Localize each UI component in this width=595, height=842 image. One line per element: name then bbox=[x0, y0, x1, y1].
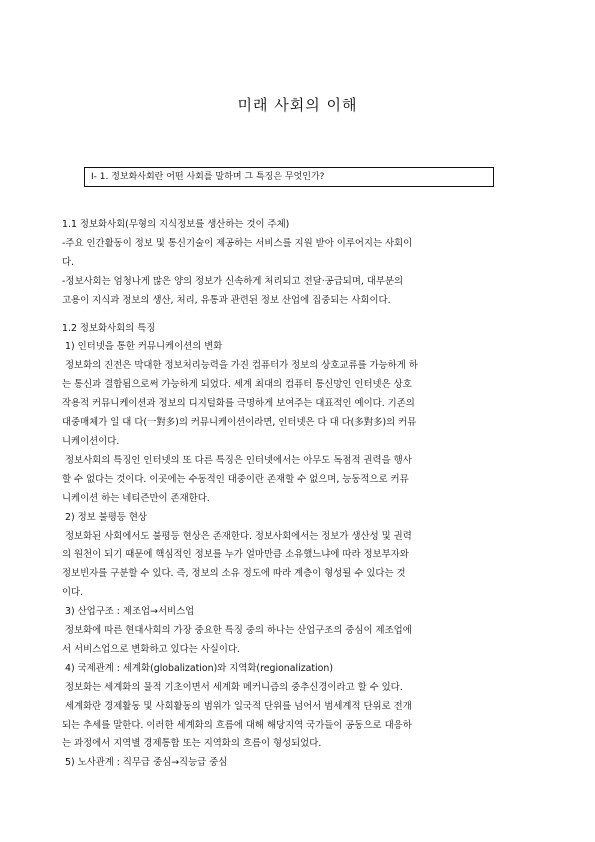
text-line: 할 수 없다는 것이다. 이곳에는 수동적인 대중이란 존재할 수 없으며, 능동적으로 커뮤 bbox=[62, 473, 409, 485]
document-body bbox=[62, 216, 538, 773]
section-1-1-lines bbox=[62, 235, 538, 311]
text-line: 2) 정보 불평등 현상 bbox=[62, 511, 147, 523]
text-line: 서 서비스업으로 변화하고 있다는 사실이다. bbox=[62, 643, 240, 655]
text-line: 고용이 지식과 정보의 생산, 처리, 유통과 관련된 정보 산업에 집중되는 사회이다. bbox=[62, 294, 391, 306]
section-1-2-lines bbox=[62, 338, 538, 773]
text-line: 세계화란 경제활동 및 사회활동의 범위가 일국적 단위를 넘어서 범세계적 단위로 전개 bbox=[62, 700, 412, 712]
text-line: 이다. bbox=[62, 587, 84, 599]
text-line: 다. bbox=[62, 256, 75, 268]
text-line: 니케이션 하는 네티즌만이 존재한다. bbox=[62, 492, 210, 504]
text-line: 대중매체가 일 대 다(一對多)의 커뮤니케이션이라면, 인터넷은 다 대 다(多對多)의 커뮤 bbox=[62, 417, 417, 429]
text-line: 정보화는 세계화의 물적 기초이면서 세계화 메커니즘의 중추신경이라고 할 수 있다. bbox=[62, 681, 403, 693]
text-line: 정보사회의 특징인 인터넷의 또 다른 특징은 인터넷에서는 아무도 독점적 권력을 행사 bbox=[62, 454, 412, 466]
text-line: -정보사회는 엄청나게 많은 양의 정보가 신속하게 처리되고 전달·공급되며, 대부분의 bbox=[62, 275, 404, 287]
text-line: 정보화된 사회에서도 불평등 현상은 존재한다. 정보사회에서는 정보가 생산성 및 권력 bbox=[62, 530, 412, 542]
text-line: 5) 노사관계 : 직무급 중심→직능급 중심 bbox=[62, 757, 228, 769]
text-line: 정보화의 진전은 막대한 정보처리능력을 가진 컴퓨터가 정보의 상호교류를 가능하게 하 bbox=[62, 360, 418, 372]
text-line: 는 과정에서 지역별 경제통합 또는 지역화의 흐름이 형성되었다. bbox=[62, 738, 322, 750]
section-heading: 1.2 정보화사회의 특징 bbox=[62, 322, 156, 334]
section-heading: 1.1 정보화사회(무형의 지식정보를 생산하는 것이 주체) bbox=[62, 219, 290, 230]
text-line: 의 원천이 되기 때문에 핵심적인 정보를 누가 얼마만큼 소유했느냐에 따라 정보부자와 bbox=[62, 549, 409, 561]
text-line: 되는 추세를 말한다. 이러한 세계화의 흐름에 대해 해당지역 국가들이 공동으로 대응하 bbox=[62, 719, 412, 731]
text-line: -주요 인간활동이 정보 및 통신기술이 제공하는 서비스를 지원 받아 이루어지는 사회이 bbox=[62, 237, 413, 249]
text-line: 니케이션이다. bbox=[62, 435, 120, 447]
question-box: Ⅰ- 1. 정보화사회란 어떤 사회를 말하며 그 특징은 무엇인가? bbox=[84, 167, 494, 187]
text-line: 3) 산업구조 : 제조업→서비스업 bbox=[62, 606, 195, 618]
text-line: 4) 국제관계 : 세계화(globalization)와 지역화(regionalization) bbox=[62, 662, 333, 674]
text-line: 작용적 커뮤니케이션과 정보의 디지털화를 극명하게 보여주는 대표적인 예이다. 기존의 bbox=[62, 398, 415, 410]
text-line: 는 통신과 결합됨으로써 가능하게 되었다. 세계 최대의 컴퓨터 통신망인 인터넷은 상호 bbox=[62, 379, 412, 391]
text-line: 정보빈자를 구분할 수 있다. 즉, 정보의 소유 정도에 따라 계층이 형성될 수 있다는 것 bbox=[62, 568, 406, 580]
text-line: 1) 인터넷을 통한 커뮤니케이션의 변화 bbox=[62, 341, 223, 353]
text-line: 정보화에 따른 현대사회의 가장 중요한 특징 중의 하나는 산업구조의 중심이 제조업에 bbox=[62, 625, 412, 637]
page-title: 미래 사회의 이해 bbox=[237, 96, 358, 114]
